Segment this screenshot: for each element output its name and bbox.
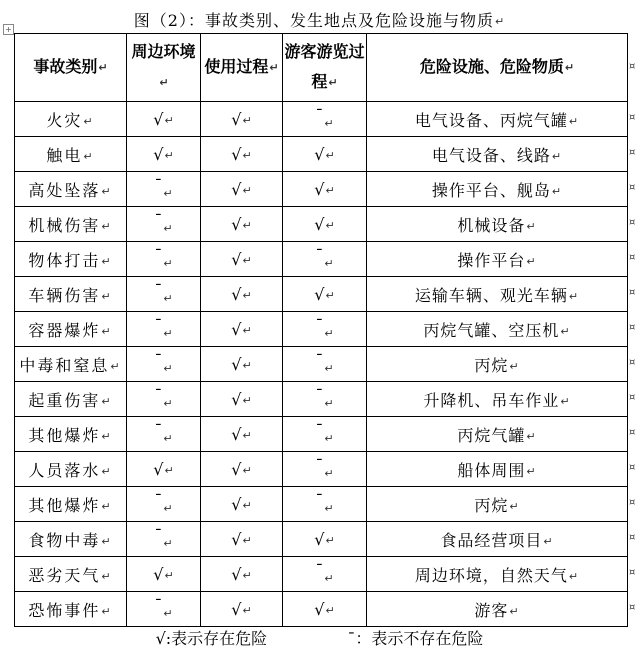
table-row — [15, 417, 628, 452]
cell-touring[interactable] — [283, 312, 367, 347]
cell-category[interactable] — [15, 522, 127, 557]
cell-surroundings[interactable] — [127, 417, 201, 452]
category-text: 车辆伤害 — [28, 285, 101, 305]
row-end-mark-icon: ¤ — [629, 112, 636, 123]
table-row — [15, 382, 628, 417]
paragraph-mark-icon: ↵ — [325, 183, 335, 197]
check-mark-icon: √ — [231, 494, 242, 514]
table-row — [15, 277, 628, 312]
row-end-mark-icon: ¤ — [629, 392, 636, 403]
paragraph-mark-icon: ↵ — [242, 218, 252, 232]
category-text: 中毒和窒息 — [19, 355, 110, 375]
paragraph-mark-icon: ↵ — [101, 569, 113, 583]
check-mark-icon: √ — [231, 424, 242, 444]
table-header-row — [15, 34, 628, 102]
cell-usage[interactable] — [201, 487, 283, 522]
cell-usage[interactable] — [201, 382, 283, 417]
cell-touring[interactable] — [283, 557, 367, 592]
cell-hazards[interactable] — [367, 137, 628, 172]
paragraph-mark-icon: ↵ — [242, 253, 252, 267]
paragraph-mark-icon: ↵ — [568, 114, 580, 128]
hazards-text: 船体周围 — [457, 460, 526, 480]
paragraph-mark-icon: ↵ — [560, 394, 571, 408]
cell-hazards[interactable] — [367, 557, 628, 592]
cell-touring[interactable] — [283, 207, 367, 242]
cell-surroundings[interactable] — [127, 207, 201, 242]
paragraph-mark-icon: ↵ — [101, 604, 113, 618]
category-text: 其他爆炸 — [28, 425, 101, 445]
cell-surroundings[interactable] — [127, 172, 201, 207]
cell-touring[interactable] — [283, 277, 367, 312]
header-hazards: 危险设施、危险物质↵ — [367, 34, 628, 102]
cell-usage[interactable] — [201, 242, 283, 277]
paragraph-mark-icon: ↵ — [560, 324, 571, 338]
cell-hazards[interactable] — [367, 452, 628, 487]
category-text: 机械伤害 — [28, 215, 101, 235]
cell-surroundings[interactable] — [127, 277, 201, 312]
paragraph-mark-icon: ↵ — [163, 607, 173, 620]
paragraph-mark-icon: ↵ — [324, 257, 334, 270]
cell-usage[interactable] — [201, 207, 283, 242]
table-row — [15, 242, 628, 277]
paragraph-mark-icon: ↵ — [551, 149, 563, 163]
cell-surroundings[interactable] — [127, 102, 201, 137]
cell-surroundings[interactable] — [127, 312, 201, 347]
paragraph-mark-icon: ↵ — [242, 428, 252, 442]
dash-mark-icon: ¯ — [154, 316, 163, 335]
category-text: 恶劣天气 — [28, 565, 101, 585]
category-text: 食物中毒 — [28, 530, 101, 550]
check-mark-icon: √ — [314, 529, 325, 549]
check-mark-icon: √ — [314, 144, 325, 164]
cell-surroundings[interactable] — [127, 452, 201, 487]
dash-mark-icon: ¯ — [315, 351, 324, 370]
hazards-text: 机械设备 — [457, 215, 526, 235]
paragraph-mark-icon: ↵ — [242, 533, 252, 547]
cell-usage[interactable] — [201, 452, 283, 487]
row-end-mark-icon: ¤ — [629, 182, 636, 193]
cell-hazards[interactable] — [367, 522, 628, 557]
paragraph-mark-icon: ↵ — [163, 222, 173, 235]
paragraph-mark-icon: ↵ — [324, 327, 334, 340]
category-text: 高处坠落 — [28, 180, 101, 200]
row-end-mark-icon: ¤ — [629, 60, 636, 72]
paragraph-mark-icon: ↵ — [163, 397, 173, 410]
dash-mark-icon: ¯ — [154, 176, 163, 195]
check-mark-icon: √ — [231, 354, 242, 374]
header-usage: 使用过程↵ — [201, 34, 283, 102]
paragraph-mark-icon: ↵ — [324, 432, 334, 445]
cell-touring[interactable] — [283, 382, 367, 417]
hazards-text: 操作平台 — [457, 250, 526, 270]
paragraph-mark-icon: ↵ — [163, 432, 173, 445]
check-mark-icon: √ — [231, 144, 242, 164]
row-end-mark-icon: ¤ — [629, 462, 636, 473]
cell-touring[interactable] — [283, 102, 367, 137]
dash-mark-icon: ¯ — [154, 281, 163, 300]
paragraph-mark-icon: ↵ — [163, 362, 173, 375]
paragraph-mark-icon: ↵ — [242, 603, 252, 617]
table-row — [15, 452, 628, 487]
category-text: 人员落水 — [28, 460, 101, 480]
paragraph-mark-icon: ↵ — [101, 429, 113, 443]
category-text: 起重伤害 — [28, 390, 101, 410]
row-end-mark-icon: ¤ — [629, 147, 636, 158]
paragraph-mark-icon: ↵ — [242, 113, 252, 127]
cell-category[interactable] — [15, 487, 127, 522]
check-mark-icon: √ — [314, 179, 325, 199]
check-mark-icon: √ — [231, 529, 242, 549]
paragraph-mark-icon: ↵ — [242, 183, 252, 197]
legend-present: √:表示存在危险 — [155, 629, 268, 648]
paragraph-mark-icon: ↵ — [325, 603, 335, 617]
paragraph-mark-icon: ↵ — [324, 397, 334, 410]
paragraph-mark-icon: ↵ — [509, 499, 520, 513]
paragraph-mark-icon: ↵ — [568, 289, 580, 303]
cell-usage[interactable] — [201, 102, 283, 137]
row-end-mark-icon: ¤ — [629, 357, 636, 368]
dash-mark-icon: ¯ — [315, 316, 324, 335]
cell-category[interactable] — [15, 417, 127, 452]
paragraph-mark-icon: ↵ — [325, 288, 335, 302]
check-mark-icon: √ — [231, 249, 242, 269]
cell-touring[interactable] — [283, 137, 367, 172]
dash-mark-icon: ¯ — [154, 386, 163, 405]
legend-absent: ¯：表示不存在危险 — [347, 629, 484, 648]
paragraph-mark-icon: ↵ — [101, 254, 113, 268]
cell-hazards[interactable] — [367, 312, 628, 347]
cell-category[interactable] — [15, 592, 127, 627]
cell-category[interactable] — [15, 347, 127, 382]
hazards-text: 食品经营项目 — [440, 530, 543, 550]
cell-usage[interactable] — [201, 417, 283, 452]
cell-hazards[interactable] — [367, 242, 628, 277]
check-mark-icon: √ — [231, 179, 242, 199]
paragraph-mark-icon: ↵ — [101, 289, 113, 303]
hazards-text: 操作平台、舰岛 — [431, 180, 551, 200]
paragraph-mark-icon: ↵ — [163, 537, 173, 550]
paragraph-mark-icon: ↵ — [324, 502, 334, 515]
row-end-mark-icon: ¤ — [629, 532, 636, 543]
header-category: 事故类别↵ — [15, 34, 127, 102]
cell-touring[interactable] — [283, 347, 367, 382]
check-mark-icon: √ — [153, 564, 164, 584]
cell-usage[interactable] — [201, 137, 283, 172]
cell-hazards[interactable] — [367, 382, 628, 417]
paragraph-mark-icon: ↵ — [101, 534, 113, 548]
cell-touring[interactable] — [283, 592, 367, 627]
paragraph-mark-icon: ↵ — [325, 218, 335, 232]
paragraph-mark-icon: ↵ — [324, 467, 334, 480]
table-row — [15, 137, 628, 172]
paragraph-mark-icon: ↵ — [164, 113, 174, 127]
cell-surroundings[interactable] — [127, 137, 201, 172]
check-mark-icon: √ — [314, 284, 325, 304]
cell-surroundings[interactable] — [127, 487, 201, 522]
cell-hazards[interactable] — [367, 347, 628, 382]
dash-mark-icon: ¯ — [154, 421, 163, 440]
paragraph-mark-icon: ↵ — [551, 184, 563, 198]
paragraph-mark-icon: ↵ — [325, 148, 335, 162]
row-end-mark-icon: ¤ — [629, 497, 636, 508]
paragraph-mark-icon: ↵ — [325, 533, 335, 547]
table-row — [15, 522, 628, 557]
cell-surroundings[interactable] — [127, 592, 201, 627]
check-mark-icon: √ — [231, 284, 242, 304]
cell-hazards[interactable] — [367, 417, 628, 452]
legend — [0, 626, 639, 649]
paragraph-mark-icon: ↵ — [242, 393, 252, 407]
cell-surroundings[interactable] — [127, 242, 201, 277]
check-mark-icon: √ — [231, 459, 242, 479]
paragraph-mark-icon: ↵ — [543, 534, 554, 548]
dash-mark-icon: ¯ — [315, 421, 324, 440]
dash-mark-icon: ¯ — [154, 211, 163, 230]
row-end-mark-icon: ¤ — [629, 567, 636, 578]
cell-usage[interactable] — [201, 172, 283, 207]
header-surroundings: 周边环境↵ — [127, 34, 201, 102]
hazards-text: 电气设备、线路 — [431, 145, 551, 165]
paragraph-mark-icon: ↵ — [110, 359, 122, 373]
paragraph-mark-icon: ↵ — [163, 257, 173, 270]
cell-touring[interactable] — [283, 242, 367, 277]
paragraph-mark-icon: ↵ — [526, 429, 537, 443]
hazards-text: 运输车辆、观光车辆 — [414, 285, 568, 305]
paragraph-mark-icon: ↵ — [242, 288, 252, 302]
hazards-text: 丙烷 — [474, 495, 509, 515]
category-text: 容器爆炸 — [28, 320, 101, 340]
paragraph-mark-icon: ↵ — [101, 464, 113, 478]
table-row — [15, 207, 628, 242]
hazards-text: 丙烷 — [474, 355, 509, 375]
paragraph-mark-icon: ↵ — [242, 463, 252, 477]
cell-touring[interactable] — [283, 172, 367, 207]
cell-surroundings[interactable] — [127, 522, 201, 557]
paragraph-mark-icon: ↵ — [164, 463, 174, 477]
row-end-mark-icon: ¤ — [629, 322, 636, 333]
check-mark-icon: √ — [231, 599, 242, 619]
cell-hazards[interactable] — [367, 592, 628, 627]
cell-hazards[interactable] — [367, 207, 628, 242]
category-text: 恐怖事件 — [28, 600, 101, 620]
cell-usage[interactable] — [201, 522, 283, 557]
table-row — [15, 312, 628, 347]
cell-category[interactable] — [15, 557, 127, 592]
accident-table — [14, 33, 628, 627]
paragraph-mark-icon: ↵ — [526, 464, 537, 478]
cell-hazards[interactable] — [367, 487, 628, 522]
paragraph-mark-icon: ↵ — [101, 324, 113, 338]
row-end-mark-icon: ¤ — [629, 217, 636, 228]
hazards-text: 游客 — [474, 600, 509, 620]
table-row — [15, 347, 628, 382]
category-text: 其他爆炸 — [28, 495, 101, 515]
dash-mark-icon: ¯ — [154, 246, 163, 265]
paragraph-mark-icon: ↵ — [101, 394, 113, 408]
dash-mark-icon: ¯ — [315, 246, 324, 265]
cell-touring[interactable] — [283, 452, 367, 487]
category-text: 火灾 — [46, 110, 83, 130]
hazards-text: 周边环境，自然天气 — [414, 565, 568, 585]
paragraph-mark-icon: ↵ — [509, 604, 520, 618]
cell-category[interactable] — [15, 277, 127, 312]
row-end-mark-icon: ¤ — [629, 427, 636, 438]
paragraph-mark-icon: ↵ — [164, 568, 174, 582]
header-touring: 游客游览过程↵ — [283, 34, 367, 102]
paragraph-mark-icon: ↵ — [163, 187, 173, 200]
paragraph-mark-icon: ↵ — [242, 148, 252, 162]
document-title — [0, 8, 639, 31]
paragraph-mark-icon: ↵ — [242, 568, 252, 582]
dash-mark-icon: ¯ — [154, 526, 163, 545]
paragraph-mark-icon: ↵ — [101, 184, 113, 198]
paragraph-mark-icon: ↵ — [163, 502, 173, 515]
cell-usage[interactable] — [201, 557, 283, 592]
paragraph-mark-icon: ↵ — [324, 362, 334, 375]
row-end-mark-icon: ¤ — [629, 602, 636, 613]
table-row — [15, 557, 628, 592]
paragraph-mark-icon: ↵ — [101, 219, 113, 233]
cell-touring[interactable] — [283, 487, 367, 522]
check-mark-icon: √ — [153, 144, 164, 164]
cell-category[interactable] — [15, 137, 127, 172]
paragraph-mark-icon: ↵ — [163, 292, 173, 305]
paragraph-mark-icon: ↵ — [83, 114, 95, 128]
paragraph-mark-icon: ↵ — [242, 323, 252, 337]
paragraph-mark-icon: ↵ — [324, 117, 334, 130]
table-body — [15, 102, 628, 627]
check-mark-icon: √ — [314, 214, 325, 234]
paragraph-mark-icon: ↵ — [324, 572, 334, 585]
cell-category[interactable] — [15, 172, 127, 207]
cell-touring[interactable] — [283, 522, 367, 557]
document-title-text: 图（2）：事故类别、发生地点及危险设施与物质 — [133, 11, 494, 30]
cell-category[interactable] — [15, 452, 127, 487]
cell-hazards[interactable] — [367, 172, 628, 207]
hazards-text: 升降机、吊车作业 — [423, 390, 560, 410]
check-mark-icon: √ — [231, 214, 242, 234]
cell-touring[interactable] — [283, 417, 367, 452]
paragraph-mark-icon: ↵ — [242, 498, 252, 512]
paragraph-mark-icon: ↵ — [163, 327, 173, 340]
dash-mark-icon: ¯ — [154, 596, 163, 615]
paragraph-mark-icon: ↵ — [83, 149, 95, 163]
paragraph-mark-icon: ↵ — [164, 148, 174, 162]
cell-category[interactable] — [15, 207, 127, 242]
dash-mark-icon: ¯ — [315, 386, 324, 405]
cell-hazards[interactable] — [367, 102, 628, 137]
table-row — [15, 102, 628, 137]
dash-mark-icon: ¯ — [315, 561, 324, 580]
paragraph-mark-icon: ↵ — [101, 499, 113, 513]
hazards-text: 电气设备、丙烷气罐 — [414, 110, 568, 130]
table-row — [15, 487, 628, 522]
cell-category[interactable] — [15, 382, 127, 417]
cell-usage[interactable] — [201, 277, 283, 312]
paragraph-mark-icon: ↵ — [526, 254, 537, 268]
hazards-text: 丙烷气罐 — [457, 425, 526, 445]
dash-mark-icon: ¯ — [315, 491, 324, 510]
category-text: 物体打击 — [28, 250, 101, 270]
check-mark-icon: √ — [231, 319, 242, 339]
check-mark-icon: √ — [231, 109, 242, 129]
cell-hazards[interactable] — [367, 277, 628, 312]
cell-surroundings[interactable] — [127, 382, 201, 417]
check-mark-icon: √ — [231, 564, 242, 584]
check-mark-icon: √ — [153, 459, 164, 479]
paragraph-mark-icon: ↵ — [494, 15, 506, 28]
check-mark-icon: √ — [153, 109, 164, 129]
cell-usage[interactable] — [201, 592, 283, 627]
paragraph-mark-icon: ↵ — [568, 569, 580, 583]
row-end-mark-icon: ¤ — [629, 287, 636, 298]
table-move-handle-icon[interactable]: + — [3, 24, 14, 35]
dash-mark-icon: ¯ — [315, 106, 324, 125]
cell-usage[interactable] — [201, 312, 283, 347]
cell-category[interactable] — [15, 242, 127, 277]
cell-category[interactable] — [15, 102, 127, 137]
row-end-mark-icon: ¤ — [629, 252, 636, 263]
check-mark-icon: √ — [314, 599, 325, 619]
dash-mark-icon: ¯ — [154, 491, 163, 510]
cell-usage[interactable] — [201, 347, 283, 382]
table-row — [15, 172, 628, 207]
dash-mark-icon: ¯ — [154, 351, 163, 370]
paragraph-mark-icon: ↵ — [242, 358, 252, 372]
hazards-text: 丙烷气罐、空压机 — [423, 320, 560, 340]
cell-category[interactable] — [15, 312, 127, 347]
check-mark-icon: √ — [231, 389, 242, 409]
cell-surroundings[interactable] — [127, 347, 201, 382]
table-row — [15, 592, 628, 627]
paragraph-mark-icon: ↵ — [509, 359, 520, 373]
cell-surroundings[interactable] — [127, 557, 201, 592]
category-text: 触电 — [46, 145, 83, 165]
dash-mark-icon: ¯ — [315, 456, 324, 475]
paragraph-mark-icon: ↵ — [526, 219, 537, 233]
